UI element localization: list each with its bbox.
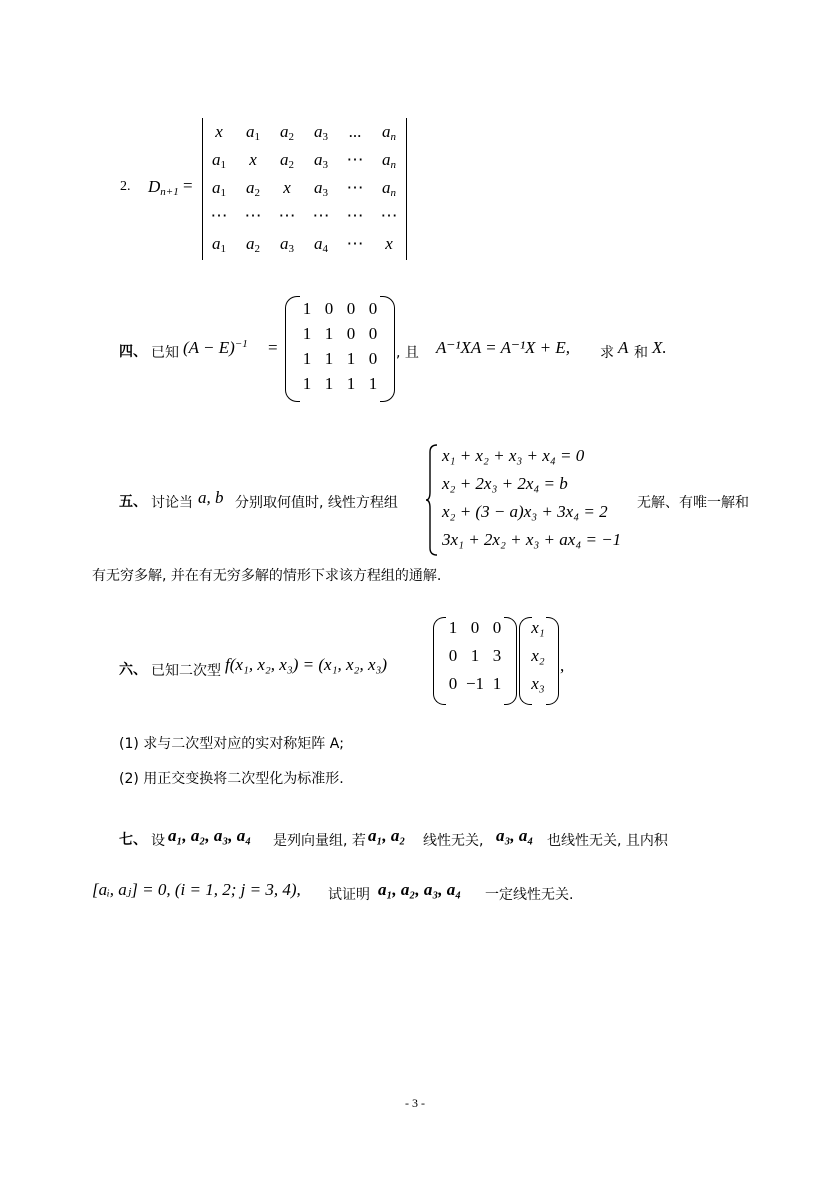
q5-text4: 有无穷多解, 并在有无穷多解的情形下求该方程组的通解. — [92, 568, 442, 584]
cell-r5-c4: $a_4$ — [314, 234, 328, 255]
q5-text1: 讨论当 — [151, 495, 193, 511]
cell-r1-c4: 0 — [368, 299, 378, 318]
cell-r4-c4: 1 — [368, 374, 378, 393]
q2-eq: = — [183, 176, 193, 195]
q6-intro: 已知二次型 — [151, 663, 221, 679]
q7-number: 七、 — [119, 832, 147, 848]
cell-r1-c2: 0 — [470, 618, 480, 637]
cell-r3-c3: 1 — [492, 674, 502, 693]
cell-r3-c4: $a_3$ — [314, 178, 328, 199]
q4-eq: = — [268, 338, 278, 357]
cell-r3-c1: 0 — [448, 674, 458, 693]
cell-r1-c1: 1 — [302, 299, 312, 318]
q5-text3: 无解、有唯一解和 — [637, 495, 749, 511]
cell-r4-c3: 1 — [346, 374, 356, 393]
q7-text1: 设 — [151, 833, 165, 849]
cell-r4-c5: ⋯ — [346, 206, 364, 225]
cell-r2-c3: $a_2$ — [280, 150, 294, 171]
cell-r5-c3: $a_3$ — [280, 234, 294, 255]
q4-number: 四、 — [119, 344, 147, 360]
cell-r2-c1: 1 — [302, 324, 312, 343]
q6-number: 六、 — [119, 662, 147, 678]
cell-r3-c5: ⋯ — [346, 178, 364, 197]
cell-r1-c6: $a_n$ — [382, 122, 396, 143]
cell-r3-c2: 1 — [324, 349, 334, 368]
q5-number: 五、 — [119, 494, 147, 510]
cell-r4-c1: ⋯ — [210, 206, 228, 225]
equation-1: x₁ + x₂ + x₃ + x₄ = 0 — [442, 446, 585, 465]
determinant-grid — [202, 118, 406, 260]
cell-r1-c4: $a_3$ — [314, 122, 328, 143]
cell-r4-c2: ⋯ — [244, 206, 262, 225]
q7-text2: 是列向量组, 若 — [273, 833, 366, 849]
q4-ask-and: 和 — [634, 345, 648, 361]
cell-r2-c3: 3 — [492, 646, 502, 665]
cell-r5-c5: ⋯ — [346, 234, 364, 253]
cell-r3-c3: 1 — [346, 349, 356, 368]
q4-cond-prefix: , 且 — [396, 345, 419, 361]
cell-r4-c3: ⋯ — [278, 206, 296, 225]
cell-r2-c4: 0 — [368, 324, 378, 343]
cell-r2-c6: $a_n$ — [382, 150, 396, 171]
page-number: - 3 - — [405, 1096, 425, 1110]
q4-condition: A⁻¹XA = A⁻¹X + E, — [436, 338, 571, 357]
equation-3: x₂ + (3 − a)x₃ + 3x₄ = 2 — [442, 502, 608, 521]
det-right-bar — [406, 118, 407, 260]
q7-text4: 也线性无关, 且内积 — [547, 833, 668, 849]
cell-r4-c1: 1 — [302, 374, 312, 393]
cell-r3-c2: $a_2$ — [246, 178, 260, 199]
q4-lhs: $(A - E)^{-1}$ — [183, 338, 248, 357]
vector-entry-3: x₃ — [531, 674, 545, 693]
q5-vars: a, b — [198, 488, 224, 507]
quad-matrix-grid — [440, 617, 512, 703]
cell-r4-c4: ⋯ — [312, 206, 330, 225]
q6-item2: (2) 用正交变换将二次型化为标准形. — [119, 771, 344, 787]
cell-r4-c2: 1 — [324, 374, 334, 393]
cell-r3-c1: 1 — [302, 349, 312, 368]
cell-r5-c1: $a_1$ — [212, 234, 226, 255]
cell-r5-c6: x — [385, 234, 393, 253]
cell-r1-c1: x — [215, 122, 223, 141]
inverse-matrix-grid — [292, 296, 388, 400]
cell-r2-c1: $a_1$ — [212, 150, 226, 171]
q7-vec2: a₁, a₂ — [368, 826, 406, 845]
q4-intro: 已知 — [151, 345, 179, 361]
equation-2: x₂ + 2x₃ + 2x₄ = b — [442, 474, 568, 493]
q4-ask: 求 — [600, 345, 614, 361]
cell-r3-c4: 0 — [368, 349, 378, 368]
cell-r2-c2: 1 — [324, 324, 334, 343]
cell-r2-c1: 0 — [448, 646, 458, 665]
cell-r2-c3: 0 — [346, 324, 356, 343]
cell-r4-c6: ⋯ — [380, 206, 398, 225]
q7-text3: 线性无关, — [423, 833, 484, 849]
vector-entry-2: x₂ — [531, 646, 545, 665]
cell-r3-c6: $a_n$ — [382, 178, 396, 199]
q5-text2: 分别取何值时, 线性方程组 — [235, 495, 398, 511]
cell-r1-c3: $a_2$ — [280, 122, 294, 143]
cell-r1-c5: ... — [348, 122, 362, 141]
q7-vec4: a₁, a₂, a₃, a₄ — [378, 880, 462, 899]
cell-r2-c2: x — [249, 150, 257, 169]
q7-text5: 试证明 — [328, 887, 370, 903]
equation-4: 3x₁ + 2x₂ + x₃ + ax₄ = −1 — [442, 530, 622, 549]
cell-r1-c3: 0 — [492, 618, 502, 637]
cell-r1-c2: 0 — [324, 299, 334, 318]
vector-entry-1: x₁ — [531, 618, 545, 637]
cell-r3-c2: −1 — [465, 674, 485, 693]
cell-r2-c4: $a_3$ — [314, 150, 328, 171]
q7-line2-math: [aᵢ, aⱼ] = 0, (i = 1, 2; j = 3, 4), — [92, 880, 301, 899]
cell-r1-c1: 1 — [448, 618, 458, 637]
cell-r1-c2: $a_1$ — [246, 122, 260, 143]
cell-r3-c1: $a_1$ — [212, 178, 226, 199]
q6-item1: (1) 求与二次型对应的实对称矩阵 A; — [119, 736, 345, 752]
q7-vec3: a₃, a₄ — [496, 826, 534, 845]
cell-r5-c2: $a_2$ — [246, 234, 260, 255]
cell-r2-c2: 1 — [470, 646, 480, 665]
q2-label: 2. — [120, 179, 131, 194]
cell-r2-c5: ⋯ — [346, 150, 364, 169]
cell-r3-c3: x — [283, 178, 291, 197]
system-brace — [426, 444, 438, 556]
q7-text6: 一定线性无关. — [485, 887, 574, 903]
q4-ask-x: X. — [652, 338, 667, 357]
q7-vec1: a₁, a₂, a₃, a₄ — [168, 826, 252, 845]
q4-ask-a: A — [618, 338, 629, 357]
q2-lhs: $D_{n+1}$ — [148, 177, 179, 198]
cell-r1-c3: 0 — [346, 299, 356, 318]
q6-lhs: f(x₁, x₂, x₃) = (x₁, x₂, x₃) — [225, 655, 388, 674]
variable-vector — [523, 617, 553, 703]
q6-tail: , — [560, 656, 565, 675]
